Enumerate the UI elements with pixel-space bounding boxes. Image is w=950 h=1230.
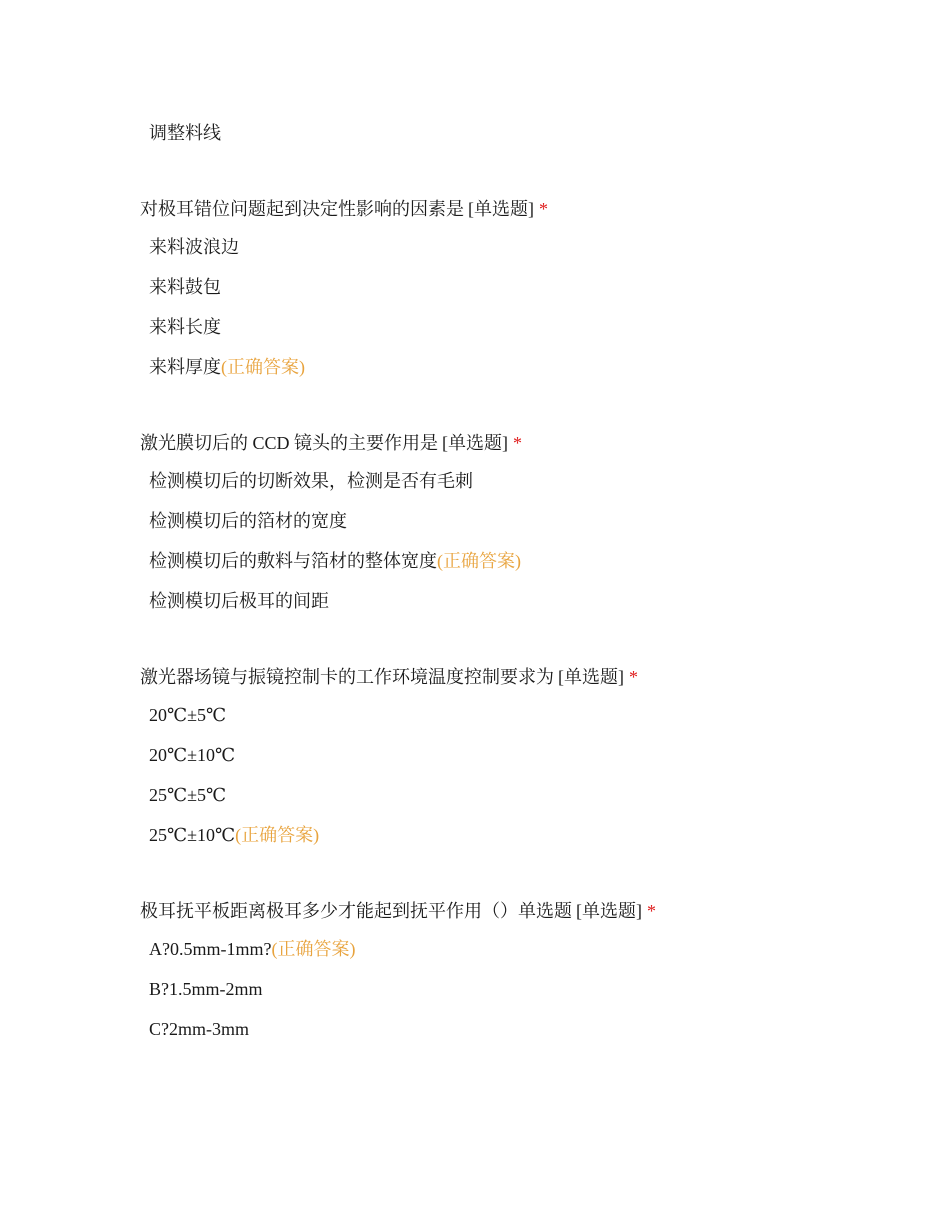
option-text: 来料鼓包 [149,277,221,297]
required-mark: * [647,901,656,921]
option-item [149,974,900,1004]
correct-answer-tag: (正确答案) [271,939,356,959]
options-list [140,232,900,382]
correct-answer-tag: (正确答案) [221,357,305,377]
question-text: 对极耳错位问题起到决定性影响的因素是 [140,199,464,219]
option-text: 调整料线 [149,123,221,143]
option-item [149,934,900,964]
option-item [149,352,900,382]
option-item [149,586,900,616]
option-item [149,546,900,576]
option-item [149,780,900,810]
option-text: 检测模切后极耳的间距 [149,591,329,611]
question-block [140,896,900,1044]
option-text: A?0.5mm-1mm? [149,939,272,959]
required-mark: * [539,199,548,219]
option-item [149,700,900,730]
option-item [149,466,900,496]
option-text: 来料长度 [149,317,221,337]
option-text: 20℃±10℃ [149,745,236,765]
question-block [140,662,900,850]
options-list [140,466,900,616]
correct-answer-tag: (正确答案) [235,825,320,845]
question-type-label: [单选题] [468,199,534,219]
option-text: 25℃±10℃ [149,825,236,845]
question-type-label: [单选题] [576,901,642,921]
question-type-label: [单选题] [442,433,509,453]
question-text: 激光器场镜与振镜控制卡的工作环境温度控制要求为 [140,667,554,687]
option-item [149,312,900,342]
option-text: B?1.5mm-2mm [149,979,263,999]
option-text: 来料波浪边 [149,237,239,257]
option-text: C?2mm-3mm [149,1019,249,1039]
option-text: 检测模切后的箔材的宽度 [149,511,347,531]
question-text: 激光膜切后的 CCD 镜头的主要作用是 [140,433,439,453]
question-title [140,428,900,458]
option-item [149,740,900,770]
required-mark: * [629,667,638,687]
option-text: 来料厚度 [149,357,221,377]
question-title [140,896,900,926]
option-item [149,272,900,302]
options-list [140,700,900,850]
question-block [140,194,900,382]
option-text: 20℃±5℃ [149,705,227,725]
option-text: 25℃±5℃ [149,785,227,805]
option-text: 检测模切后的敷料与箔材的整体宽度 [149,551,437,571]
question-title [140,662,900,692]
question-block [140,428,900,616]
option-item [149,820,900,850]
option-item [149,1014,900,1044]
question-type-label: [单选题] [558,667,624,687]
option-item [149,232,900,262]
option-item [149,506,900,536]
question-title [140,194,900,224]
survey-content [140,118,900,1044]
required-mark: * [513,433,523,453]
options-list [140,934,900,1044]
question-text: 极耳抚平板距离极耳多少才能起到抚平作用（）单选题 [140,901,572,921]
correct-answer-tag: (正确答案) [437,551,521,571]
option-item [149,118,900,148]
option-text: 检测模切后的切断效果，检测是否有毛刺 [149,471,473,491]
